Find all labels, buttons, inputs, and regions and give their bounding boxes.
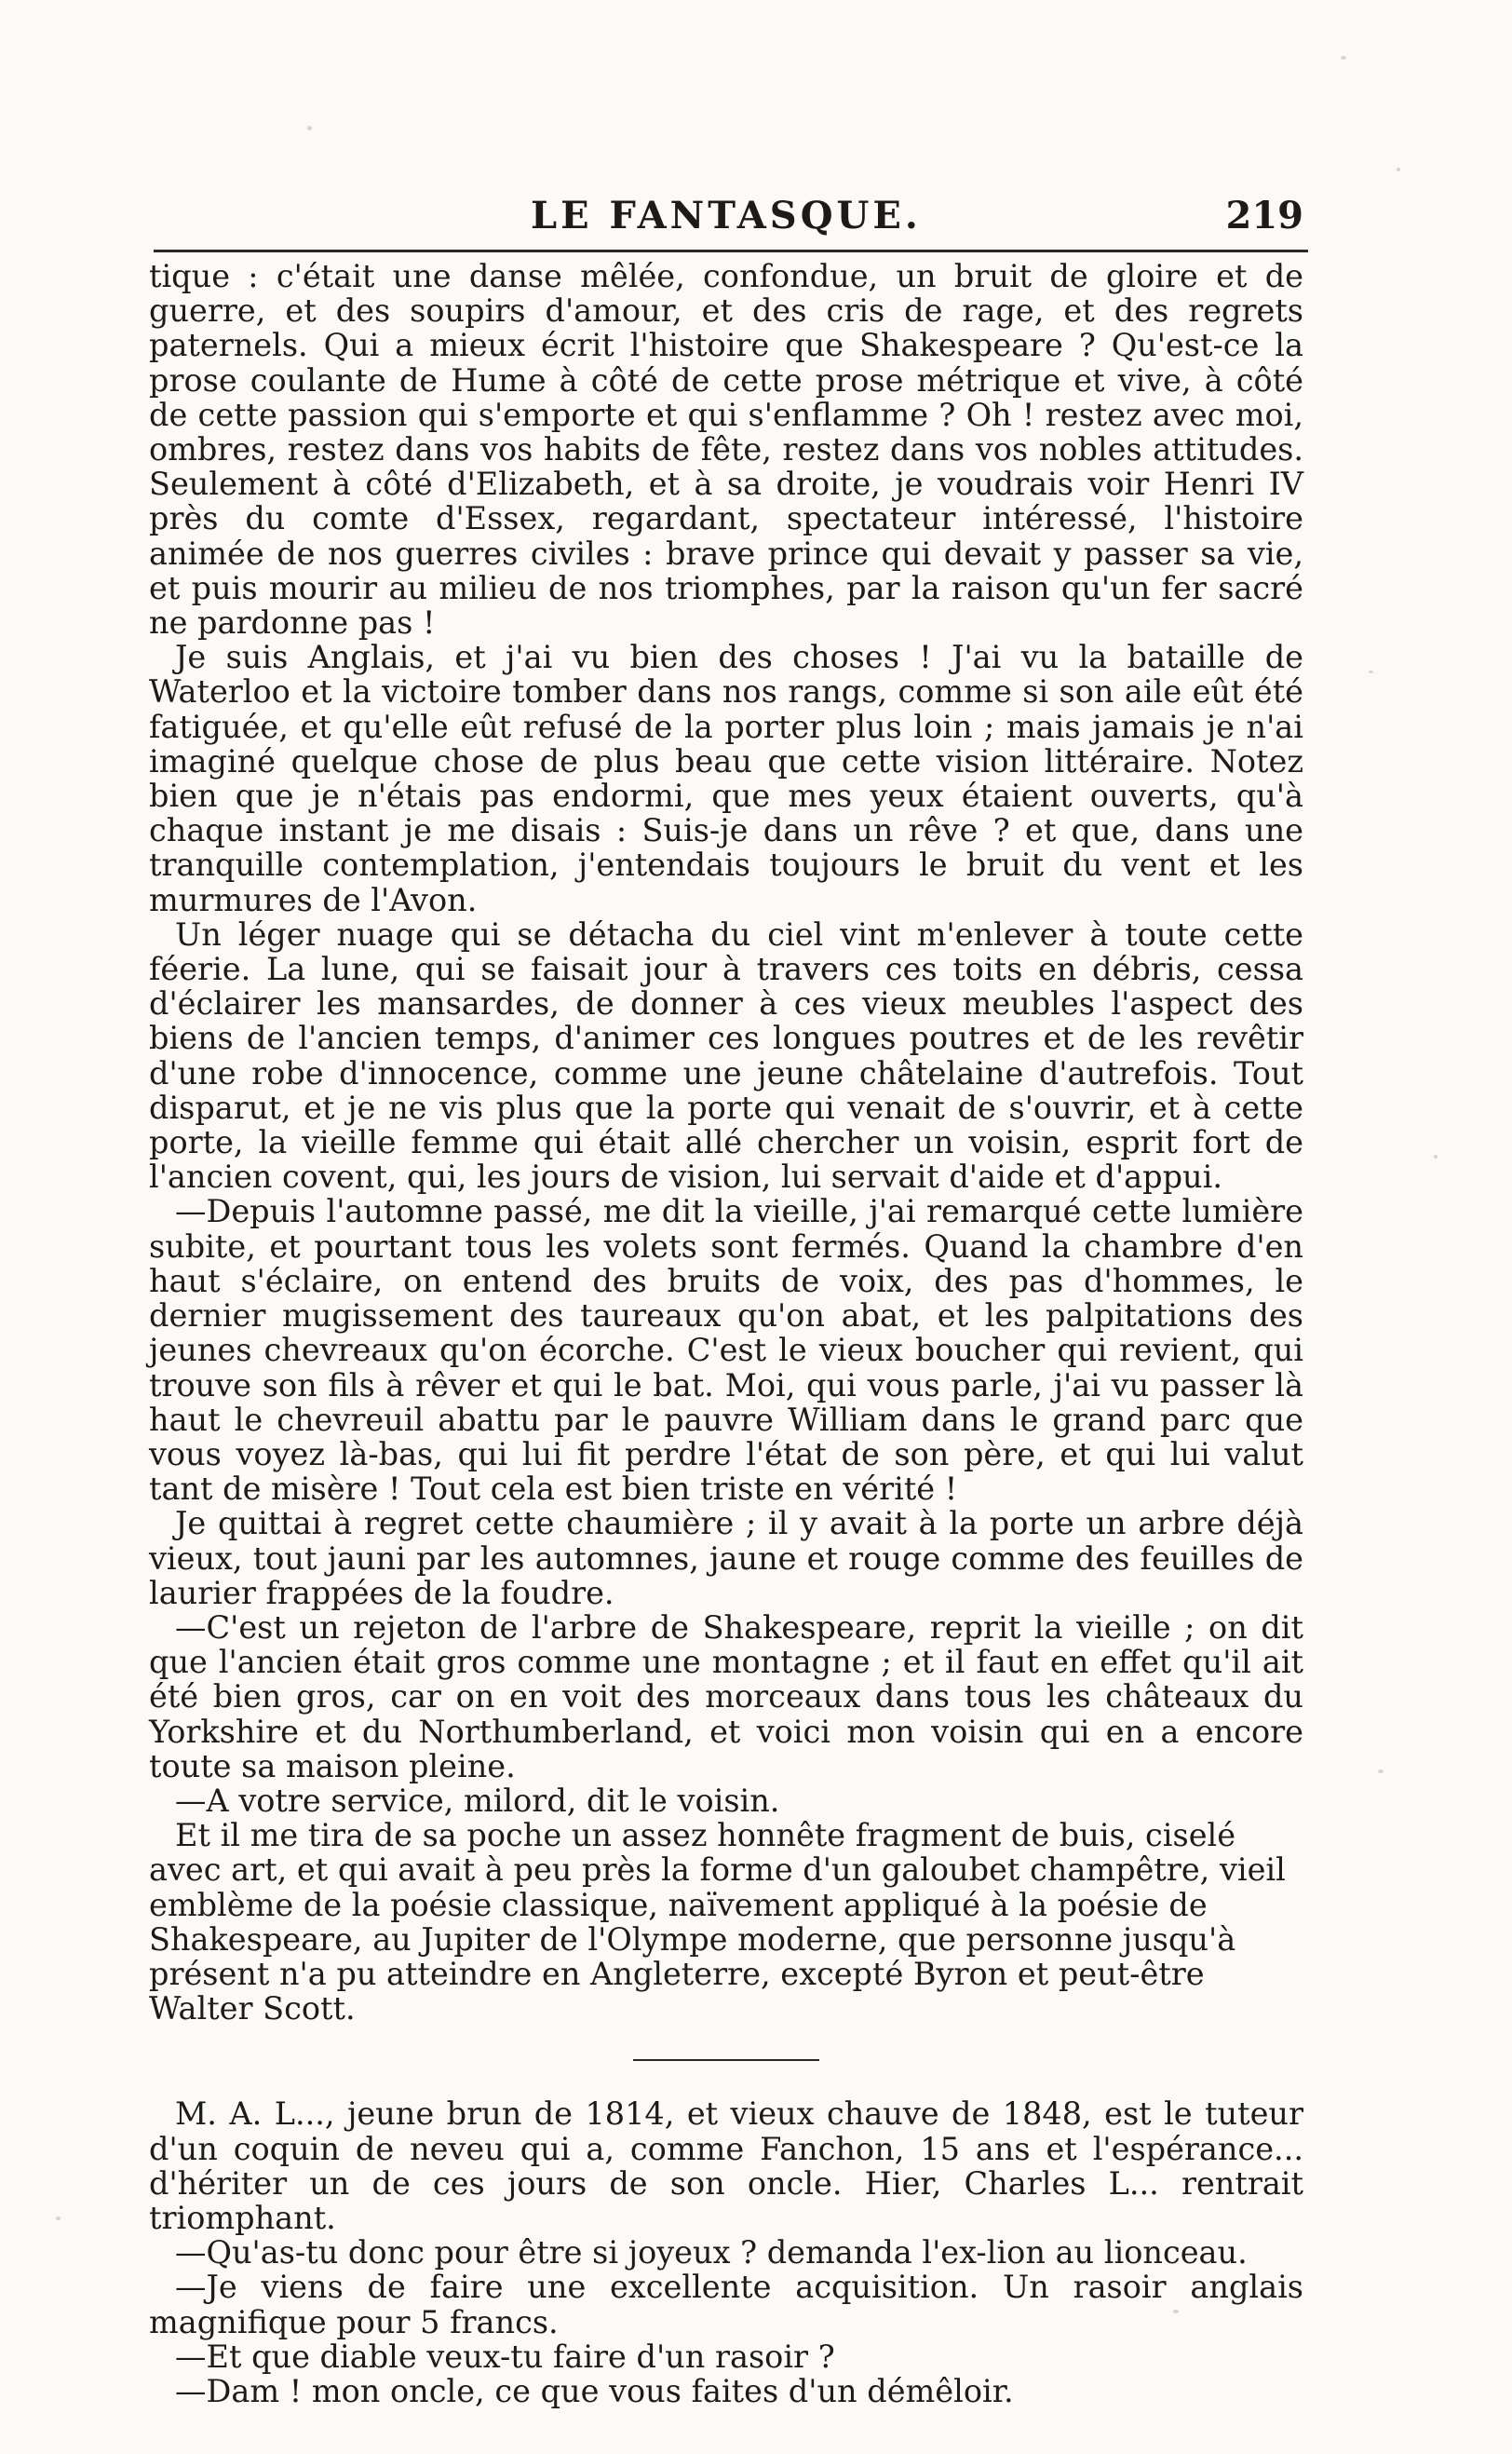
paragraph: Je quittai à regret cette chaumière ; il y avait à la porte un arbre déjà vieux, tout jauni par les automnes, jaune et rouge comme des feuilles de laurier frappées de la foudre. [149,1505,1303,1611]
paragraph: —Je viens de faire une excellente acquisition. Un rasoir anglais magnifique pour 5 francs. [149,2269,1303,2340]
paragraph: —Qu'as-tu donc pour être si joyeux ? demanda l'ex-lion au lionceau. [175,2234,1248,2271]
scan-speck [56,2217,61,2220]
running-title: LE FANTASQUE. [531,194,922,237]
paragraph: —Dam ! mon oncle, ce que vous faites d'un démêloir. [175,2372,1014,2409]
paragraph: —C'est un rejeton de l'arbre de Shakespeare, reprit la vieille ; on dit que l'ancien était gros comme une montagne ; et il faut en effet qu'il ait été bien gros, car on en voit des morceaux dans tous les châteaux du Yorkshire et du Northumberland, et voici mon voisin qui en a encore toute sa maison pleine. [149,1608,1303,1784]
section-separator [633,2059,819,2061]
scan-speck [1397,168,1400,171]
page-body [149,259,1303,2408]
scan-speck [1369,671,1373,673]
scan-speck [307,126,312,130]
paragraph: Et il me tira de sa poche un assez honnête fragment de buis, ciselé avec art, et qui avait à peu près la forme d'un galoubet champêtre, vieil emblème de la poésie classique, naïvement appliqué à la poésie de Shakespeare, au Jupiter de l'Olympe moderne, que personne jusqu'à présent n'a pu atteindre en Angleterre, excepté Byron et peut-être Walter Scott. [149,1817,1286,2027]
article-anecdote [149,2096,1303,2408]
page-header [158,194,1303,250]
scan-speck [1434,1155,1438,1159]
page-number: 219 [1225,194,1303,237]
scan-speck [1341,56,1346,60]
header-rule [154,250,1308,252]
paragraph: Un léger nuage qui se détacha du ciel vint m'enlever à toute cette féerie. La lune, qui se faisait jour à travers ces toits en débris, cessa d'éclairer les mansardes, de donner à ces vieux meubles l'aspect des biens de l'ancien temps, d'animer ces longues poutres et de les revêtir d'une robe d'innocence, comme une jeune châtelaine d'autrefois. Tout disparut, et je ne vis plus que la porte qui venait de s'ouvrir, et à cette porte, la vieille femme qui était allé chercher un voisin, esprit fort de l'ancien covent, qui, les jours de vision, lui servait d'aide et d'appui. [149,915,1303,1196]
paragraph: M. A. L..., jeune brun de 1814, et vieux chauve de 1848, est le tuteur d'un coquin de neveu qui a, comme Fanchon, 15 ans et l'espérance... d'hériter un de ces jours de son oncle. Hier, Charles L... rentrait triomphant. [149,2095,1303,2236]
paragraph: Je suis Anglais, et j'ai vu bien des choses ! J'ai vu la bataille de Waterloo et la victoire tomber dans nos rangs, comme si son aile eût été fatiguée, et qu'elle eût refusé de la porter plus loin ; mais jamais je n'ai imaginé quelque chose de plus beau que cette vision littéraire. Notez bien que je n'étais pas endormi, que mes yeux étaient ouverts, qu'à chaque instant je me disais : Suis-je dans un rêve ? et que, dans une tranquille contemplation, j'entendais toujours le bruit du vent et les murmures de l'Avon. [149,639,1303,918]
paragraph: —Depuis l'automne passé, me dit la vieille, j'ai remarqué cette lumière subite, et pourtant tous les volets sont fermés. Quand la chambre d'en haut s'éclaire, on entend des bruits de voix, des pas d'hommes, le dernier mugissement des taureaux qu'on abat, et les palpitations des jeunes chevreaux qu'on écorche. C'est le vieux boucher qui revient, qui trouve son fils à rêver et qui le bat. Moi, qui vous parle, j'ai vu passer là haut le chevreuil abattu par le pauvre William dans le grand parc que vous voyez là-bas, qui lui fit perdre l'état de son père, et qui lui valut tant de misère ! Tout cela est bien triste en vérité ! [149,1193,1303,1508]
paragraph: —Et que diable veux-tu faire d'un rasoir ? [175,2338,835,2375]
paragraph: —A votre service, milord, dit le voisin. [175,1782,780,1819]
paragraph: tique : c'était une danse mêlée, confondue, un bruit de gloire et de guerre, et des soupirs d'amour, et des cris de rage, et des regrets paternels. Qui a mieux écrit l'histoire que Shakespeare ? Qu'est-ce la prose coulante de Hume à côté de cette prose métrique et vive, à côté de cette passion qui s'emporte et qui s'enflamme ? Oh ! restez avec moi, ombres, restez dans vos habits de fête, restez dans vos nobles attitudes. Seulement à côté d'Elizabeth, et à sa droite, je voudrais voir Henri IV près du comte d'Essex, regardant, spectateur intéressé, l'histoire animée de nos guerres civiles : brave prince qui devait y passer sa vie, et puis mourir au milieu de nos triomphes, par la raison qu'un fer sacré ne pardonne pas ! [149,258,1303,642]
scan-speck [1378,1769,1384,1773]
article-shakespeare [149,259,1303,2026]
